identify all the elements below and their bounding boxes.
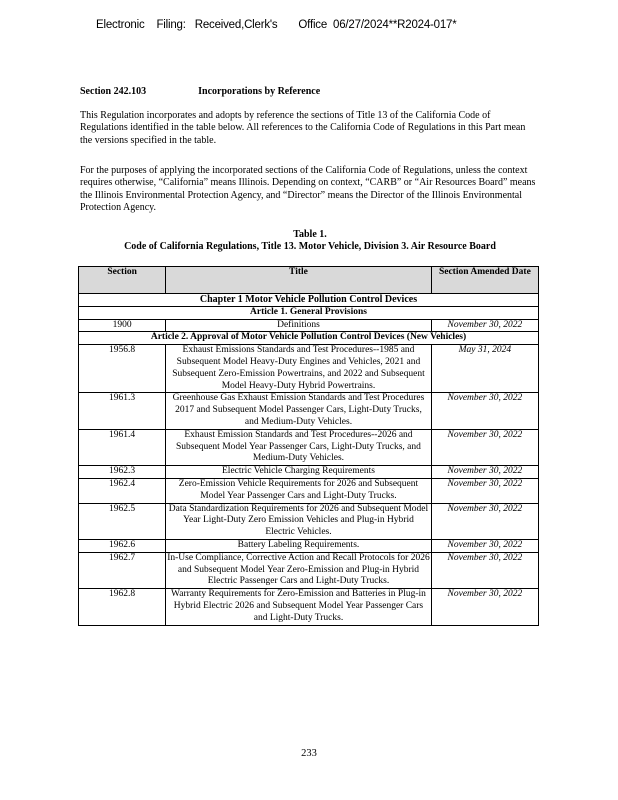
table-row bbox=[79, 466, 539, 479]
cell-section: 1900 bbox=[79, 319, 166, 332]
cell-section: 1962.5 bbox=[79, 503, 166, 539]
filing-stamp-header: Electronic Filing: Received,Clerk's Office 06/27/2024**R2024-017* bbox=[96, 19, 457, 31]
cell-title: Zero-Emission Vehicle Requirements for 2026 and Subsequent Model Year Passenger Cars and Light-Duty Trucks. bbox=[166, 478, 432, 503]
table-row bbox=[79, 539, 539, 552]
cell-title: Battery Labeling Requirements. bbox=[166, 539, 432, 552]
paragraph-definitions: For the purposes of applying the incorporated sections of the California Code of Regulations, unless the context requires otherwise, “California” means Illinois. Depending on context, “CARB” or “Air Resources Board” means the Illinois Environmental Protection Agency, and “Director” means the Director of the Illinois Environmental Protection Agency. bbox=[80, 165, 536, 213]
header-amended-date: Section Amended Date bbox=[431, 267, 538, 294]
regulations-table bbox=[78, 266, 539, 626]
header-section: Section bbox=[79, 267, 166, 294]
cell-title: In-Use Compliance, Corrective Action and Recall Protocols for 2026 and Subsequent Model Year Zero-Emission and Plug-in Hybrid Electric Passenger Cars and Light-Duty Trucks. bbox=[166, 552, 432, 588]
cell-title: Warranty Requirements for Zero-Emission and Batteries in Plug-in Hybrid Electric 2026 and Subsequent Model Year Passenger Cars and Light-Duty Trucks. bbox=[166, 589, 432, 625]
cell-date: November 30, 2022 bbox=[431, 589, 538, 625]
chapter-row bbox=[79, 294, 539, 307]
cell-section: 1956.8 bbox=[79, 345, 166, 393]
cell-title: Data Standardization Requirements for 2026 and Subsequent Model Year Light-Duty Zero Emission Vehicles and Plug-in Hybrid Electric Vehicles. bbox=[166, 503, 432, 539]
cell-title: Greenhouse Gas Exhaust Emission Standards and Test Procedures 2017 and Subsequent Model Passenger Cars, Light-Duty Trucks, and Medium-Duty Vehicles. bbox=[166, 393, 432, 429]
cell-date: November 30, 2022 bbox=[431, 539, 538, 552]
table-row bbox=[79, 503, 539, 539]
table-label: Table 1. bbox=[293, 229, 327, 240]
table-header-row bbox=[79, 267, 539, 294]
cell-date: November 30, 2022 bbox=[431, 503, 538, 539]
article-row bbox=[79, 306, 539, 319]
table-row bbox=[79, 345, 539, 393]
cell-date: November 30, 2022 bbox=[431, 466, 538, 479]
cell-date: November 30, 2022 bbox=[431, 319, 538, 332]
header-title: Title bbox=[166, 267, 432, 294]
table-row bbox=[79, 552, 539, 588]
cell-section: 1962.4 bbox=[79, 478, 166, 503]
cell-title: Definitions bbox=[166, 319, 432, 332]
chapter-heading: Chapter 1 Motor Vehicle Pollution Control Devices bbox=[79, 294, 539, 307]
cell-date: May 31, 2024 bbox=[431, 345, 538, 393]
table-row bbox=[79, 589, 539, 625]
cell-section: 1962.7 bbox=[79, 552, 166, 588]
paragraph-incorporation: This Regulation incorporates and adopts by reference the sections of Title 13 of the California Code of Regulations identified in the table below. All references to the California Code of Regulations in this Part mean the versions specified in the table. bbox=[80, 110, 526, 146]
table-row bbox=[79, 393, 539, 429]
section-number: Section 242.103 bbox=[80, 86, 147, 97]
cell-section: 1962.3 bbox=[79, 466, 166, 479]
article-1-heading: Article 1. General Provisions bbox=[79, 306, 539, 319]
table-row bbox=[79, 478, 539, 503]
cell-date: November 30, 2022 bbox=[431, 478, 538, 503]
page-number: 233 bbox=[301, 748, 317, 759]
article-row bbox=[79, 332, 539, 345]
cell-title: Exhaust Emissions Standards and Test Procedures--1985 and Subsequent Model Heavy-Duty Engines and Vehicles, 2021 and Subsequent Zero-Emission Powertrains, and 2022 and Subsequent Model Heavy-Duty Hybrid Powertrains. bbox=[166, 345, 432, 393]
cell-date: November 30, 2022 bbox=[431, 393, 538, 429]
cell-section: 1962.8 bbox=[79, 589, 166, 625]
cell-section: 1961.3 bbox=[79, 393, 166, 429]
table-row bbox=[79, 429, 539, 465]
table-row bbox=[79, 319, 539, 332]
section-title: Incorporations by Reference bbox=[198, 86, 321, 97]
article-2-heading: Article 2. Approval of Motor Vehicle Pollution Control Devices (New Vehicles) bbox=[79, 332, 539, 345]
section-heading bbox=[80, 86, 320, 97]
cell-title: Exhaust Emission Standards and Test Procedures--2026 and Subsequent Model Year Passenger Cars, Light-Duty Trucks, and Medium-Duty Vehicles. bbox=[166, 429, 432, 465]
cell-title: Electric Vehicle Charging Requirements bbox=[166, 466, 432, 479]
table-title: Code of California Regulations, Title 13. Motor Vehicle, Division 3. Air Resource Board bbox=[124, 241, 496, 252]
cell-date: November 30, 2022 bbox=[431, 429, 538, 465]
cell-section: 1961.4 bbox=[79, 429, 166, 465]
cell-section: 1962.6 bbox=[79, 539, 166, 552]
cell-date: November 30, 2022 bbox=[431, 552, 538, 588]
